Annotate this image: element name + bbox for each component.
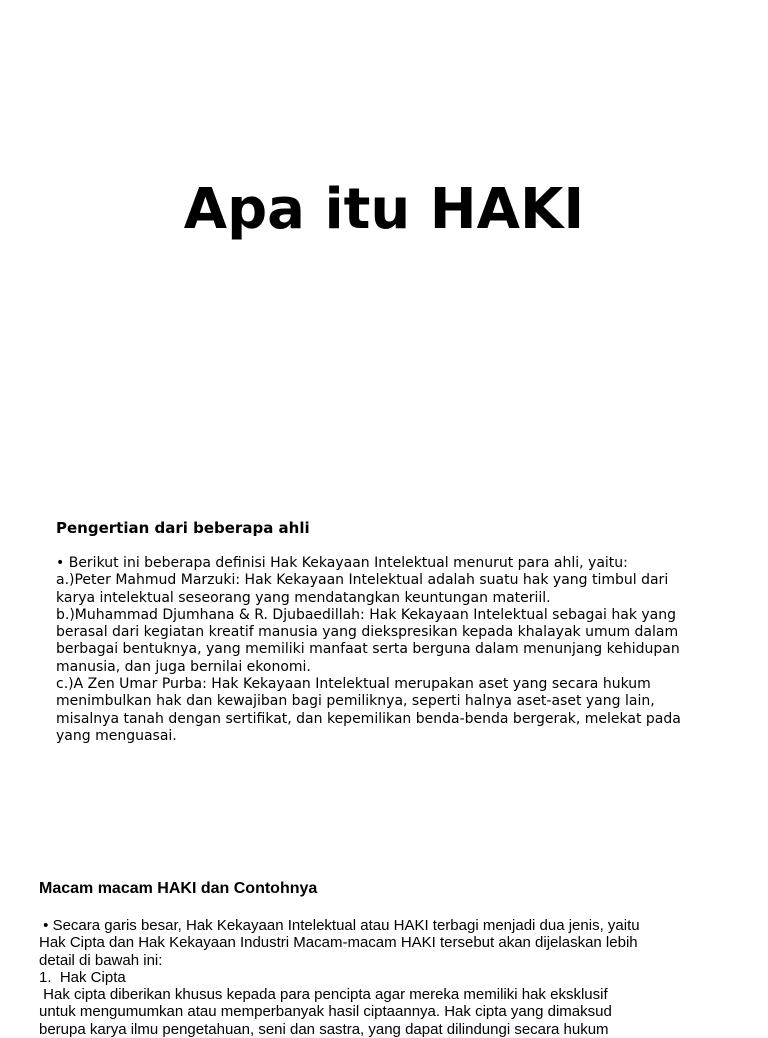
page-title: Apa itu HAKI xyxy=(183,177,585,242)
text-line: Hak Cipta dan Hak Kekayaan Industri Macam-macam HAKI tersebut akan dijelaskan lebih xyxy=(39,934,638,952)
text-line: • Secara garis besar, Hak Kekayaan Intelektual atau HAKI terbagi menjadi dua jenis, yaitu xyxy=(39,917,640,934)
text-line: detail di bawah ini: xyxy=(39,951,163,969)
section-types xyxy=(39,879,739,1038)
section-heading-types: Macam macam HAKI dan Contohnya xyxy=(39,880,318,897)
text-line: untuk mengumumkan atau memperbanyak hasil ciptaannya. Hak cipta yang dimaksud xyxy=(39,1003,612,1021)
text-line: menimbulkan hak dan kewajiban bagi pemiliknya, seperti halnya aset-aset yang lain, xyxy=(56,693,655,710)
text-line: berbagai bentuknya, yang memiliki manfaat serta berguna dalam menunjang kehidupan xyxy=(56,641,680,658)
text-line: misalnya tanah dengan sertifikat, dan kepemilikan benda-benda bergerak, melekat pada xyxy=(56,710,681,727)
text-line: berasal dari kegiatan kreatif manusia yang diekspresikan kepada khalayak umum dalam xyxy=(56,624,679,641)
text-line: Hak cipta diberikan khusus kepada para pencipta agar mereka memiliki hak eksklusif xyxy=(39,986,608,1004)
text-line: • Berikut ini beberapa definisi Hak Kekayaan Intelektual menurut para ahli, yaitu: xyxy=(56,555,628,571)
text-line: b.)Muhammad Djumhana & R. Djubaedillah: Hak Kekayaan Intelektual sebagai hak yang xyxy=(56,606,676,623)
text-line: karya intelektual seseorang yang mendatangkan keuntungan materiil. xyxy=(56,589,551,606)
text-line: a.)Peter Mahmud Marzuki: Hak Kekayaan Intelektual adalah suatu hak yang timbul dari xyxy=(56,572,669,589)
text-line: c.)A Zen Umar Purba: Hak Kekayaan Intelektual merupakan aset yang secara hukum xyxy=(56,676,651,693)
text-line: manusia, dan juga bernilai ekonomi. xyxy=(56,658,311,675)
text-line: 1. Hak Cipta xyxy=(39,968,126,986)
text-line: yang menguasai. xyxy=(56,727,177,744)
section-definitions xyxy=(56,518,716,745)
text-line: berupa karya ilmu pengetahuan, seni dan sastra, yang dapat dilindungi secara hukum xyxy=(39,1020,609,1038)
section-heading-definitions: Pengertian dari beberapa ahli xyxy=(56,519,310,537)
